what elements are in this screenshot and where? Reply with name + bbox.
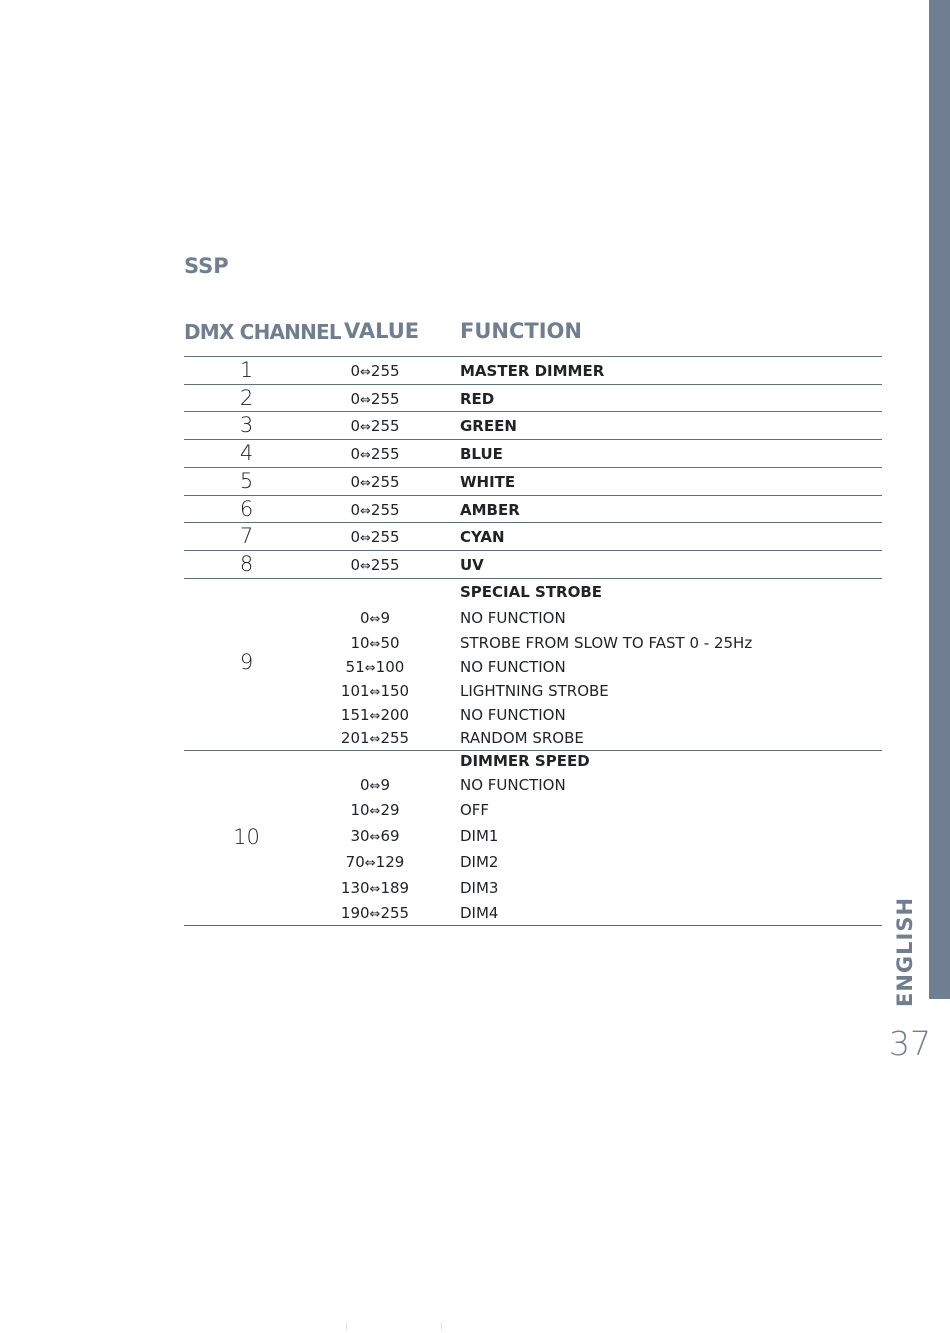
function-group-title: SPECIAL STROBE xyxy=(460,583,603,601)
table-rule xyxy=(184,925,882,926)
function-label: WHITE xyxy=(460,472,516,491)
value-range: 0⇔255 xyxy=(350,389,400,408)
value-range: 70⇔129 xyxy=(345,853,405,871)
function-label: GREEN xyxy=(460,417,517,436)
value-range: 30⇔69 xyxy=(350,827,400,845)
function-label: RANDOM SROBE xyxy=(460,729,584,747)
value-range: 0⇔255 xyxy=(350,528,400,547)
double-arrow-icon: ⇔ xyxy=(369,779,381,794)
function-label: MASTER DIMMER xyxy=(460,362,605,380)
channel-number: 1 xyxy=(239,358,254,382)
double-arrow-icon: ⇔ xyxy=(369,709,381,724)
value-range: 201⇔255 xyxy=(340,729,410,747)
value-range: 0⇔255 xyxy=(350,500,400,519)
channel-number: 8 xyxy=(239,551,254,576)
table-rule xyxy=(184,550,882,551)
double-arrow-icon: ⇔ xyxy=(360,448,371,464)
table-rule xyxy=(184,578,882,579)
channel-number: 10 xyxy=(233,825,260,849)
table-rule xyxy=(184,439,882,440)
channel-number: 5 xyxy=(239,468,254,493)
value-range: 151⇔200 xyxy=(340,706,410,724)
channel-number: 9 xyxy=(239,650,254,674)
table-rule xyxy=(184,411,882,412)
function-label: DIM3 xyxy=(460,879,499,897)
double-arrow-icon: ⇔ xyxy=(360,420,371,436)
channel-number: 3 xyxy=(239,413,254,438)
section-title: SSP xyxy=(184,254,229,278)
double-arrow-icon: ⇔ xyxy=(369,830,381,845)
double-arrow-icon: ⇔ xyxy=(369,732,381,747)
header-function: FUNCTION xyxy=(460,319,582,343)
function-label: CYAN xyxy=(460,528,505,547)
function-label: NO FUNCTION xyxy=(460,706,566,724)
function-label: AMBER xyxy=(460,500,520,519)
double-arrow-icon: ⇔ xyxy=(364,661,376,676)
scan-mark xyxy=(346,1322,347,1330)
value-range: 0⇔255 xyxy=(350,417,400,436)
function-label: DIM4 xyxy=(460,904,499,922)
value-range: 51⇔100 xyxy=(345,658,405,676)
table-rule xyxy=(184,356,882,357)
value-range: 0⇔255 xyxy=(350,445,400,464)
double-arrow-icon: ⇔ xyxy=(360,531,371,547)
channel-number: 6 xyxy=(239,496,254,521)
function-label: STROBE FROM SLOW TO FAST 0 - 25Hz xyxy=(460,634,753,652)
double-arrow-icon: ⇔ xyxy=(360,475,371,491)
value-range: 190⇔255 xyxy=(340,904,410,922)
function-label: DIM2 xyxy=(460,853,499,871)
language-tab-label: ENGLISH xyxy=(893,896,917,1008)
function-label: OFF xyxy=(460,801,490,819)
value-range: 0⇔9 xyxy=(360,609,390,627)
function-label: NO FUNCTION xyxy=(460,609,566,627)
side-accent-bar xyxy=(929,0,950,999)
channel-number: 7 xyxy=(239,524,254,549)
double-arrow-icon: ⇔ xyxy=(369,882,381,897)
double-arrow-icon: ⇔ xyxy=(360,558,371,574)
table-rule xyxy=(184,522,882,523)
page-number: 37 xyxy=(889,1024,931,1063)
function-label: DIM1 xyxy=(460,827,499,845)
table-rule xyxy=(184,750,882,751)
double-arrow-icon: ⇔ xyxy=(369,804,381,819)
double-arrow-icon: ⇔ xyxy=(360,392,371,408)
channel-number: 4 xyxy=(239,441,254,466)
value-range: 0⇔9 xyxy=(360,776,390,794)
function-label: NO FUNCTION xyxy=(460,776,566,794)
double-arrow-icon: ⇔ xyxy=(360,365,371,380)
double-arrow-icon: ⇔ xyxy=(369,637,381,652)
header-dmx-channel: DMX CHANNEL xyxy=(184,320,341,344)
function-group-title: DIMMER SPEED xyxy=(460,752,590,770)
value-range: 0⇔255 xyxy=(350,555,400,574)
value-range: 10⇔29 xyxy=(350,801,400,819)
function-label: NO FUNCTION xyxy=(460,658,566,676)
double-arrow-icon: ⇔ xyxy=(364,856,376,871)
value-range: 0⇔255 xyxy=(350,472,400,491)
function-label: LIGHTNING STROBE xyxy=(460,682,609,700)
double-arrow-icon: ⇔ xyxy=(360,503,371,519)
function-label: UV xyxy=(460,555,484,574)
channel-number: 2 xyxy=(239,385,254,410)
function-label: BLUE xyxy=(460,445,503,464)
value-range: 10⇔50 xyxy=(350,634,400,652)
double-arrow-icon: ⇔ xyxy=(369,907,381,922)
double-arrow-icon: ⇔ xyxy=(369,685,381,700)
function-label: RED xyxy=(460,389,495,408)
value-range: 130⇔189 xyxy=(340,879,410,897)
value-range: 0⇔255 xyxy=(350,362,400,380)
value-range: 101⇔150 xyxy=(340,682,410,700)
header-value: VALUE xyxy=(344,319,420,343)
scan-mark xyxy=(441,1322,442,1330)
double-arrow-icon: ⇔ xyxy=(369,612,381,627)
